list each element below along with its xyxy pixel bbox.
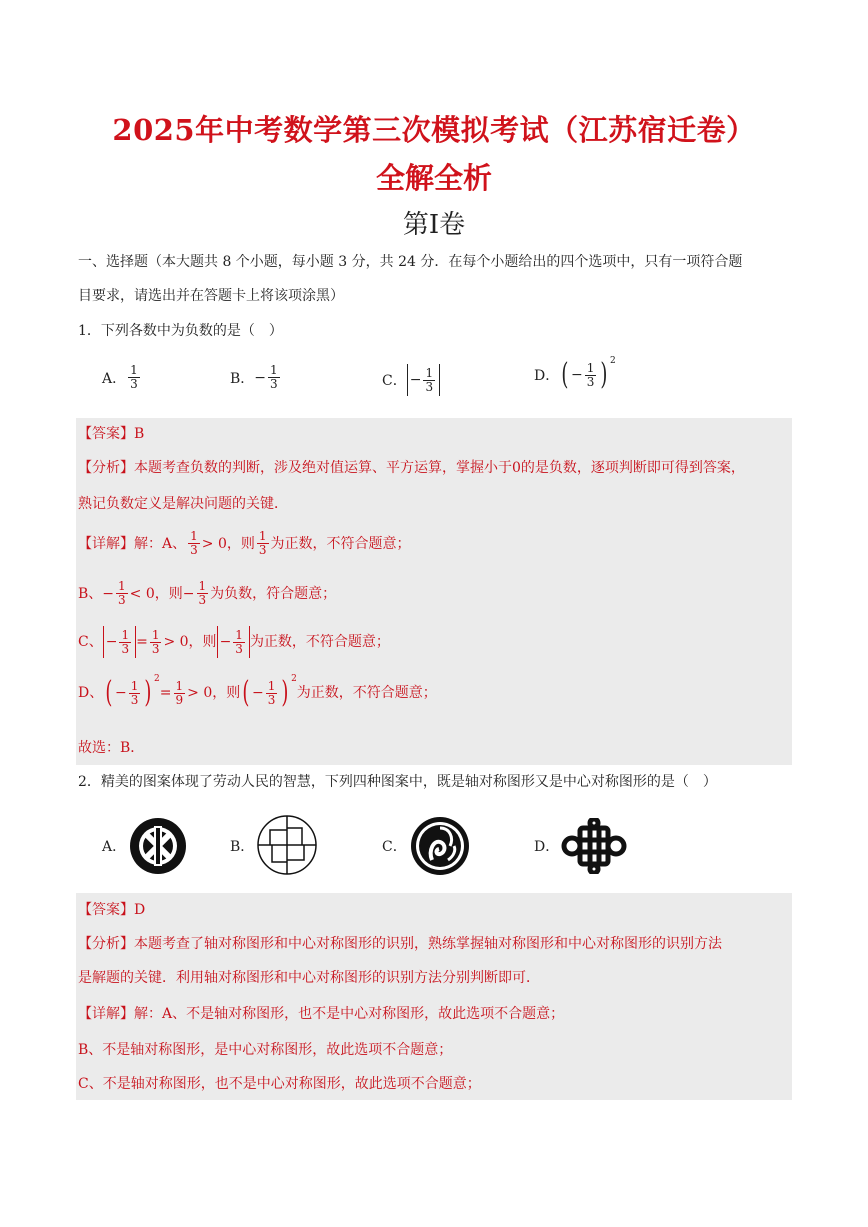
q2-option-d-label: D． (534, 839, 560, 855)
swirl-circle-pattern-icon (410, 816, 470, 876)
q1-conclusion: 故选：B． (78, 740, 145, 756)
exam-title: 2025年中考数学第三次模拟考试（江苏宿迁卷） (112, 113, 756, 147)
chinese-knot-pattern-icon (560, 818, 628, 874)
q1-option-d-label: D． (534, 368, 560, 384)
q1-analysis-line2: 熟记负数定义是解决问题的关键． (78, 496, 288, 512)
q2-option-c (382, 836, 407, 856)
q2-option-b-label: B． (230, 839, 255, 855)
q1-option-a-label: A． (102, 370, 127, 387)
q1-detail-a: 【详解】 解：A、 $\frac{1}{3}$ > 0，则 $\frac{1}{3}$ 为正数，不符合题意； (78, 529, 411, 557)
q2-analysis-line1: 【分析】本题考查了轴对称图形和中心对称图形的识别，熟练掌握轴对称图形和中心对称图形的识别方法 (78, 936, 722, 952)
q2-option-d (534, 836, 559, 856)
q1-option-b: B． − $\frac{1}{3}$ (230, 363, 278, 391)
q2-answer: 【答案】D (78, 902, 146, 918)
q2-detail-line2: B、不是轴对称图形，是中心对称图形，故此选项不合题意； (78, 1042, 453, 1058)
q1-detail-b: B、 − $\frac{1}{3}$ < 0，则 − $\frac{1}{3}$ 为负数，符合题意； (78, 579, 337, 607)
q1-answer: 【答案】B (78, 426, 145, 442)
cross-circle-pattern-icon (128, 816, 188, 876)
section-instruction-line1: 一、选择题（本大题共 8 个小题，每小题 3 分，共 24 分．在每个小题给出的四个选项中，只有一项符合题 (78, 254, 743, 270)
q2-detail-line1: 【详解】解：A、不是轴对称图形，也不是中心对称图形，故此选项不合题意； (78, 1006, 565, 1022)
q1-analysis-line1: 【分析】本题考查负数的判断，涉及绝对值运算、平方运算，掌握小于0的是负数，逐项判断即可得到答案， (78, 460, 745, 476)
volume-heading: 第I卷 (402, 210, 466, 240)
exam-subtitle: 全解全析 (375, 161, 492, 195)
q2-option-b (230, 836, 254, 856)
q1-option-b-label: B． (230, 370, 255, 387)
q2-option-a (102, 836, 126, 856)
pinwheel-pattern-icon (256, 814, 318, 876)
q2-detail-line3: C、不是轴对称图形，也不是中心对称图形，故此选项不合题意； (78, 1076, 481, 1092)
q1-option-b-fraction: $\frac{1}{3}$ (270, 363, 278, 391)
q1-option-a-fraction: $\frac{1}{3}$ (130, 363, 138, 391)
q2-stem: 2．精美的图案体现了劳动人民的智慧，下列四种图案中，既是轴对称图形又是中心对称图形的是（ ） (78, 774, 717, 790)
q1-option-c-absolute: − $\frac{1}{3}$ (407, 364, 440, 396)
q1-option-c (382, 364, 440, 396)
q2-solution-box (76, 893, 792, 1100)
q1-detail-d: D、 ( − $\frac{1}{3}$ ) 2 = $\frac{1}{9}$ > 0，则 ( − $\frac{1}{3}$ ) 2 为正数，不符合题意； (78, 674, 437, 710)
q2-analysis-line2: 是解题的关键．利用轴对称图形和中心对称图形的识别方法分别判断即可． (78, 970, 540, 986)
q1-option-d: D． ( − $\frac{1}{3}$ ) 2 (534, 356, 616, 392)
q1-option-c-label: C． (382, 373, 407, 389)
q1-stem: 1．下列各数中为负数的是（ ） (78, 323, 283, 339)
q2-option-a-label: A． (102, 839, 127, 855)
q1-option-a (102, 364, 142, 391)
q2-option-c-label: C． (382, 839, 407, 855)
section-instruction-line2: 目要求，请选出并在答题卡上将该项涂黑） (78, 288, 344, 304)
q1-detail-c: C、 − $\frac{1}{3}$ = $\frac{1}{3}$ > 0，则 − $\frac{1}{3}$ 为正数，不符合题意； (78, 626, 792, 658)
